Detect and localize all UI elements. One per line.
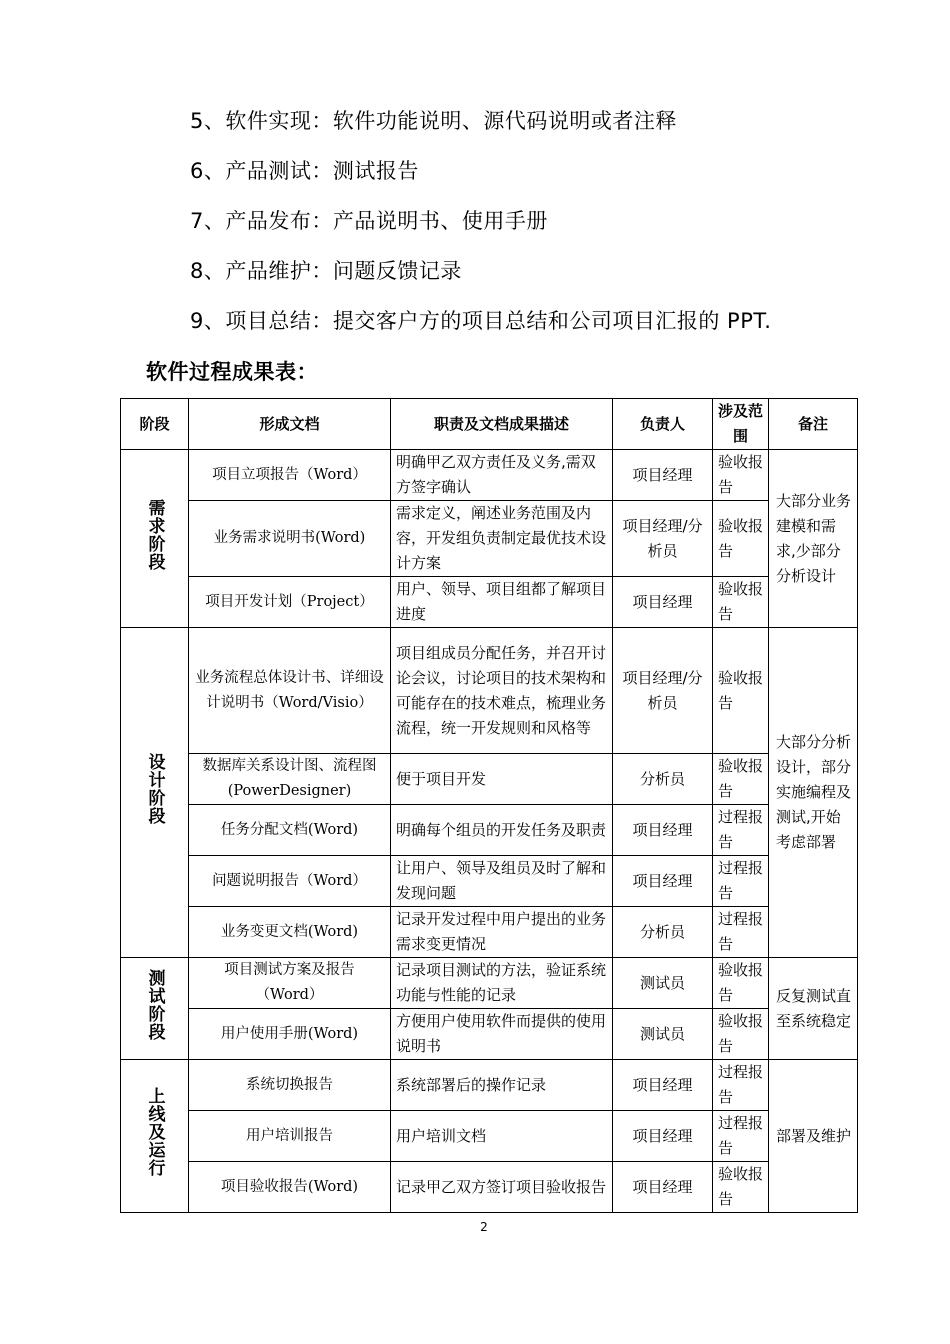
owner-cell: 项目经理 [613,856,713,907]
header-document: 形成文档 [189,399,391,450]
list-item: 5、软件实现：软件功能说明、源代码说明或者注释 [190,109,677,133]
desc-cell: 便于项目开发 [391,754,613,805]
stage-cell: 需求阶段 [121,450,189,628]
table-row [121,805,858,856]
scope-cell: 验收报告 [713,754,769,805]
doc-cell: 数据库关系设计图、流程图(PowerDesigner) [189,754,391,805]
header-owner: 负责人 [613,399,713,450]
scope-cell: 过程报告 [713,856,769,907]
scope-cell: 验收报告 [713,577,769,628]
table-row [121,577,858,628]
header-scope: 涉及范围 [713,399,769,450]
list-item: 7、产品发布：产品说明书、使用手册 [190,209,548,233]
header-note: 备注 [769,399,858,450]
note-cell: 部署及维护 [769,1060,858,1213]
stage-cell: 设计阶段 [121,628,189,958]
table-header-row [121,399,858,450]
table-row [121,628,858,754]
note-cell: 反复测试直至系统稳定 [769,958,858,1060]
scope-cell: 验收报告 [713,958,769,1009]
owner-cell: 项目经理/分析员 [613,628,713,754]
doc-cell: 系统切换报告 [189,1060,391,1111]
list-item: 8、产品维护：问题反馈记录 [190,259,462,283]
table-row [121,958,858,1009]
doc-cell: 业务流程总体设计书、详细设计说明书（Word/Visio） [189,628,391,754]
table-row [121,1009,858,1060]
doc-cell: 用户培训报告 [189,1111,391,1162]
scope-cell: 过程报告 [713,1111,769,1162]
stage-cell: 测试阶段 [121,958,189,1060]
note-cell: 大部分分析设计，部分实施编程及测试,开始考虑部署 [769,628,858,958]
owner-cell: 项目经理 [613,805,713,856]
header-description: 职责及文档成果描述 [391,399,613,450]
list-item: 6、产品测试：测试报告 [190,159,419,183]
owner-cell: 项目经理 [613,450,713,501]
desc-cell: 用户、领导、项目组都了解项目进度 [391,577,613,628]
scope-cell: 过程报告 [713,805,769,856]
owner-cell: 项目经理 [613,1111,713,1162]
scope-cell: 验收报告 [713,501,769,577]
table-row [121,1060,858,1111]
table-row [121,754,858,805]
scope-cell: 过程报告 [713,1060,769,1111]
desc-cell: 让用户、领导及组员及时了解和发现问题 [391,856,613,907]
owner-cell: 项目经理 [613,577,713,628]
owner-cell: 测试员 [613,958,713,1009]
scope-cell: 验收报告 [713,628,769,754]
deliverables-list [190,100,771,350]
owner-cell: 项目经理 [613,1060,713,1111]
doc-cell: 项目验收报告(Word) [189,1162,391,1213]
table-row [121,856,858,907]
process-results-table [120,398,858,1213]
doc-cell: 用户使用手册(Word) [189,1009,391,1060]
scope-cell: 验收报告 [713,1162,769,1213]
table-row [121,907,858,958]
owner-cell: 项目经理/分析员 [613,501,713,577]
desc-cell: 用户培训文档 [391,1111,613,1162]
page-number: 2 [480,1220,488,1234]
header-stage: 阶段 [121,399,189,450]
doc-cell: 业务需求说明书(Word) [189,501,391,577]
scope-cell: 过程报告 [713,907,769,958]
desc-cell: 记录开发过程中用户提出的业务需求变更情况 [391,907,613,958]
note-cell: 大部分业务建模和需求,少部分分析设计 [769,450,858,628]
section-heading: 软件过程成果表： [146,360,318,384]
doc-cell: 项目测试方案及报告（Word） [189,958,391,1009]
list-item: 9、项目总结：提交客户方的项目总结和公司项目汇报的 PPT. [190,309,772,333]
desc-cell: 记录项目测试的方法，验证系统功能与性能的记录 [391,958,613,1009]
doc-cell: 项目立项报告（Word） [189,450,391,501]
desc-cell: 记录甲乙双方签订项目验收报告 [391,1162,613,1213]
desc-cell: 明确甲乙双方责任及义务,需双方签字确认 [391,450,613,501]
desc-cell: 系统部署后的操作记录 [391,1060,613,1111]
doc-cell: 业务变更文档(Word) [189,907,391,958]
table-row [121,1162,858,1213]
scope-cell: 验收报告 [713,1009,769,1060]
owner-cell: 分析员 [613,907,713,958]
table-row [121,1111,858,1162]
doc-cell: 项目开发计划（Project） [189,577,391,628]
owner-cell: 分析员 [613,754,713,805]
desc-cell: 需求定义，阐述业务范围及内容，开发组负责制定最优技术设计方案 [391,501,613,577]
desc-cell: 明确每个组员的开发任务及职责 [391,805,613,856]
scope-cell: 验收报告 [713,450,769,501]
desc-cell: 方便用户使用软件而提供的使用说明书 [391,1009,613,1060]
desc-cell: 项目组成员分配任务，并召开讨论会议，讨论项目的技术架构和可能存在的技术难点，梳理业务流程，统一开发规则和风格等 [391,628,613,754]
doc-cell: 问题说明报告（Word） [189,856,391,907]
stage-cell: 上线及运行 [121,1060,189,1213]
table-row [121,501,858,577]
owner-cell: 项目经理 [613,1162,713,1213]
table-row [121,450,858,501]
owner-cell: 测试员 [613,1009,713,1060]
doc-cell: 任务分配文档(Word) [189,805,391,856]
